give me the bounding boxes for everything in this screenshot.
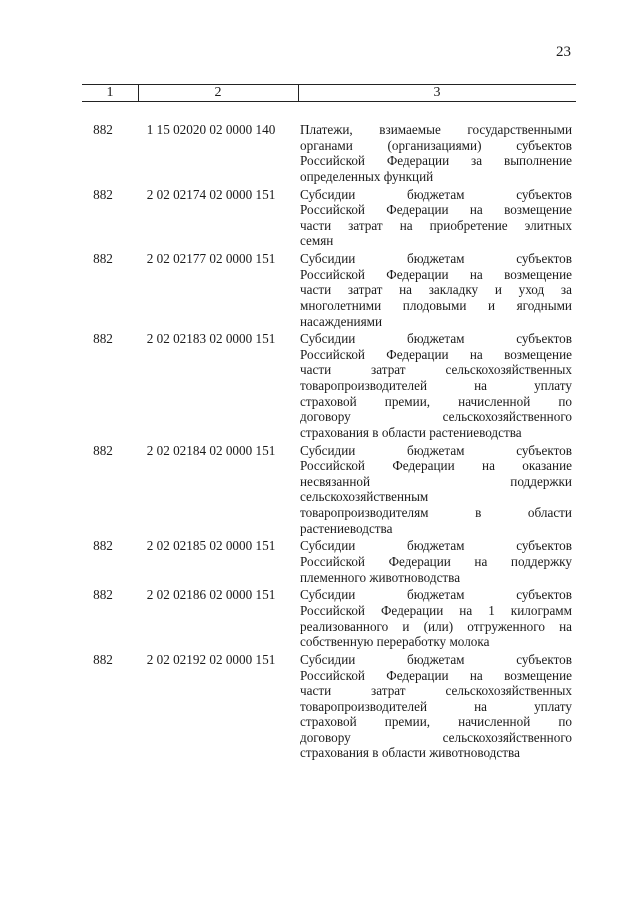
description-line: Субсидии бюджетам субъектов [300,442,572,458]
description-line: несвязанной поддержки [300,473,572,489]
description-line: страховой премии, начисленной по [300,393,572,409]
income-code-cell: 2 02 02186 02 0000 151 [146,587,276,603]
table-row [82,187,576,249]
description-cell [298,652,572,761]
description-line: товаропроизводителям в области [300,505,572,520]
description-line: племенного животноводства [300,569,461,585]
description-line: сельскохозяйственным [300,489,429,505]
description-line: страховой премии, начисленной по [300,714,572,730]
description-line: страхования в области животноводства [300,745,520,761]
table-body [82,122,576,761]
description-cell [298,331,572,440]
description-line: реализованного и (или) отгруженного на [300,618,572,634]
description-cell [298,538,572,585]
income-code-cell: 2 02 02192 02 0000 151 [146,651,276,667]
description-line: страхования в области растениеводства [300,424,522,440]
table-row [82,443,576,537]
description-line: Субсидии бюджетам субъектов [300,587,572,603]
description-line: Субсидии бюджетам субъектов [300,538,572,554]
table-row [82,122,576,184]
header-col-2: 2 [214,85,222,100]
description-cell [298,443,572,537]
admin-code-cell: 882 [93,442,113,458]
income-code-cell: 2 02 02174 02 0000 151 [146,186,276,202]
income-code-cell: 2 02 02185 02 0000 151 [146,538,276,554]
description-line: Российской Федерации на возмещение [300,266,572,282]
description-line: Платежи, взимаемые государственными [300,122,572,137]
description-line: Российской Федерации на возмещение [300,667,572,683]
header-col-3: 3 [433,85,441,100]
description-line: части затрат на приобретение элитных [300,217,572,233]
admin-code-cell: 882 [93,331,113,347]
admin-code-cell: 882 [93,538,113,554]
description-line: товаропроизводителей на уплату [300,378,572,394]
description-line: договору сельскохозяйственного [300,409,572,425]
description-line: собственную переработку молока [300,634,490,650]
header-col-1: 1 [106,85,114,100]
income-code-cell: 2 02 02177 02 0000 151 [146,251,276,267]
description-line: насаждениями [300,313,383,329]
income-codes-table [82,84,576,763]
description-line: договору сельскохозяйственного [300,729,572,745]
description-line: многолетними плодовыми и ягодными [300,297,572,313]
income-code-cell: 2 02 02183 02 0000 151 [146,331,276,347]
table-row [82,251,576,329]
admin-code-cell: 882 [93,587,113,603]
description-line: части затрат сельскохозяйственных [300,683,572,699]
table-header [82,84,576,102]
description-line: Субсидии бюджетам субъектов [300,186,572,202]
description-line: Российской Федерации на 1 килограмм [300,602,572,618]
page-number: 23 [556,44,571,60]
description-line: Субсидии бюджетам субъектов [300,331,572,347]
income-code-cell: 2 02 02184 02 0000 151 [146,442,276,458]
description-line: Российской Федерации на возмещение [300,346,572,362]
table-row [82,538,576,585]
admin-code-cell: 882 [93,251,113,267]
description-cell [298,187,572,249]
description-cell [298,587,572,649]
description-line: Российской Федерации на поддержку [300,553,572,569]
admin-code-cell: 882 [93,122,113,137]
description-cell [298,251,572,329]
description-line: семян [300,233,334,249]
description-line: Субсидии бюджетам субъектов [300,651,572,667]
table-row [82,587,576,649]
table-row [82,331,576,440]
description-cell [298,122,572,184]
income-code-cell: 1 15 02020 02 0000 140 [146,122,276,137]
description-line: части затрат сельскохозяйственных [300,362,572,378]
description-line: Российской Федерации на возмещение [300,202,572,218]
description-line: Российской Федерации за выполнение [300,153,572,169]
description-line: определенных функций [300,168,434,184]
description-line: растениеводства [300,520,393,536]
description-line: товаропроизводителей на уплату [300,698,572,714]
description-line: органами (организациями) субъектов [300,137,572,153]
admin-code-cell: 882 [93,651,113,667]
admin-code-cell: 882 [93,186,113,202]
table-row [82,652,576,761]
description-line: части затрат на закладку и уход за [300,282,572,298]
description-line: Российской Федерации на оказание [300,458,572,474]
description-line: Субсидии бюджетам субъектов [300,251,572,267]
